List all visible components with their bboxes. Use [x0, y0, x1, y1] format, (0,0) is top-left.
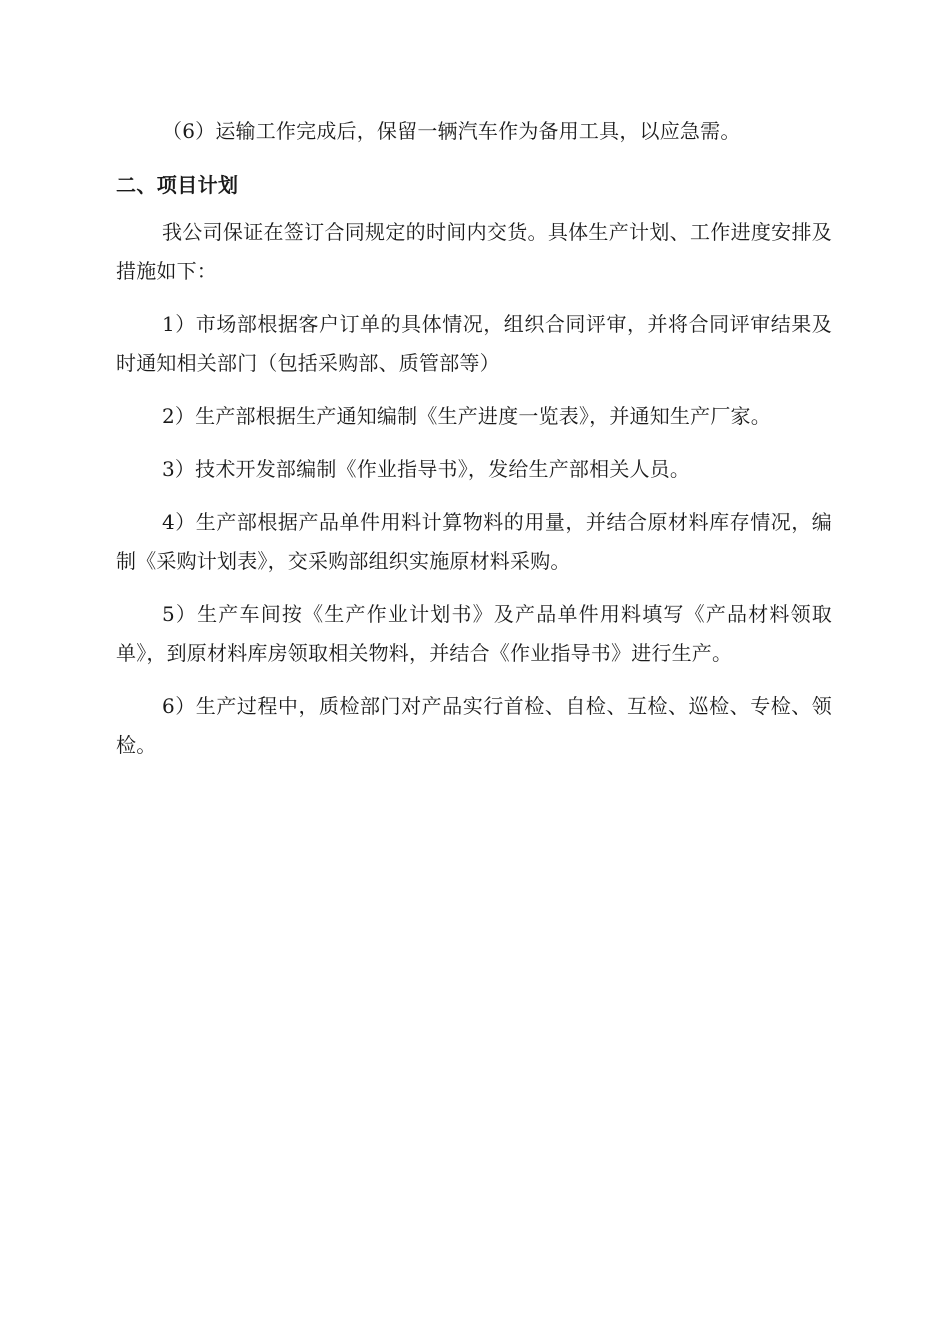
- plan-item-1: 1）市场部根据客户订单的具体情况，组织合同评审，并将合同评审结果及时通知相关部门（包括采购部、质管部等）: [116, 312, 832, 375]
- plan-item-3: 3）技术开发部编制《作业指导书》，发给生产部相关人员。: [162, 457, 691, 481]
- paragraph-section-intro: 我公司保证在签订合同规定的时间内交货。具体生产计划、工作进度安排及措施如下：: [116, 220, 832, 283]
- plan-item-5: 5）生产车间按《生产作业计划书》及产品单件用料填写《产品材料领取单》，到原材料库房领取相关物料，并结合《作业指导书》进行生产。: [116, 602, 832, 665]
- plan-item-2: 2）生产部根据生产通知编制《生产进度一览表》，并通知生产厂家。: [162, 404, 771, 428]
- document-body: [116, 112, 832, 779]
- section-heading: 二、项目计划: [116, 173, 239, 197]
- plan-item-6: 6）生产过程中，质检部门对产品实行首检、自检、互检、巡检、专检、领检。: [116, 694, 832, 757]
- plan-item-4: 4）生产部根据产品单件用料计算物料的用量，并结合原材料库存情况，编制《采购计划表》，交采购部组织实施原材料采购。: [116, 510, 832, 573]
- paragraph-transport-item-6: （6）运输工作完成后，保留一辆汽车作为备用工具，以应急需。: [162, 119, 741, 143]
